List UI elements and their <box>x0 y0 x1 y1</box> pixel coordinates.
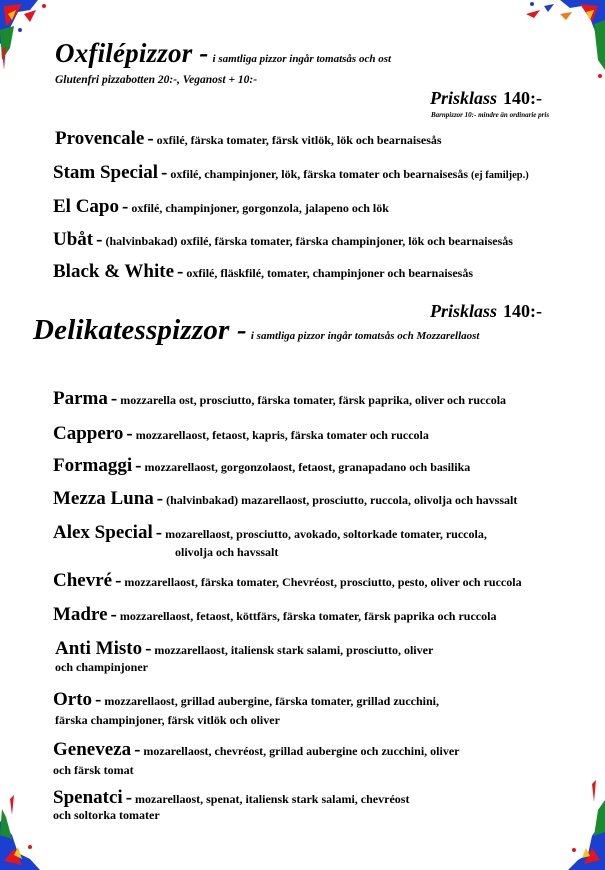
menu-item-name: Provencale <box>55 128 145 149</box>
menu-item-name: Geneveza <box>53 739 132 760</box>
section1-price-class <box>430 88 542 109</box>
menu-item: Cappero - mozzarellaost, fetaost, kapris, färska tomater och ruccola <box>53 423 429 444</box>
menu-item-name: Anti Misto <box>55 638 143 659</box>
menu-item-name: Black & White <box>53 261 175 282</box>
menu-item: Orto - mozzarellaost, grillad aubergine, färska tomater, grillad zucchini, <box>53 689 440 710</box>
menu-item: Anti Misto - mozzarellaost, italiensk stark salami, prosciutto, oliver <box>55 638 434 659</box>
menu-item-desc: oxfilé, fläskfilé, tomater, champinjoner och bearnaisesås <box>186 266 474 280</box>
menu-item: Black & White - oxfilé, fläskfilé, tomater, champinjoner och bearnaisesås <box>53 261 474 282</box>
paint-splash-bottom-left <box>0 795 50 870</box>
menu-item-desc: (halvinbakad) mazarellaost, prosciutto, ruccola, olivolja och havssalt <box>166 493 518 507</box>
menu-item: Geneveza - mozarellaost, chevréost, grillad aubergine och zucchini, oliver <box>53 739 460 760</box>
price-label: Prisklass <box>430 88 498 108</box>
menu-item: Mezza Luna - (halvinbakad) mazarellaost, prosciutto, ruccola, olivolja och havssalt <box>53 488 518 509</box>
menu-item-desc: oxfilé, champinjoner, lök, färska tomater och bearnaisesås <box>170 167 469 181</box>
menu-item-desc-cont: och champinjoner <box>55 660 148 674</box>
section1-subtitle: i samtliga pizzor ingår tomatsås och ost <box>212 53 392 65</box>
menu-item-desc: mozzarellaost, gorgonzolaost, fetaost, granapadano och basilika <box>144 460 471 474</box>
menu-item-name: Spenatci <box>53 787 123 808</box>
menu-item: Alex Special - mozarellaost, prosciutto, avokado, soltorkade tomater, ruccola, <box>53 522 487 543</box>
menu-item-name: Mezza Luna <box>53 488 154 509</box>
paint-splash-bottom-right <box>560 780 605 870</box>
price-label: Prisklass <box>430 301 498 321</box>
menu-item: Madre - mozzarellaost, fetaost, köttfärs, färska tomater, färsk paprika och ruccola <box>53 604 497 625</box>
menu-item-name: Cappero <box>53 423 124 444</box>
menu-item: Spenatci - mozarellaost, spenat, italiensk stark salami, chevréost <box>53 787 410 808</box>
menu-item-desc: oxfilé, färska tomater, färsk vitlök, lök och bearnaisesås <box>156 133 442 147</box>
menu-item-extra: (ej familjep.) <box>471 170 529 181</box>
menu-item-desc: mozzarellaost, fetaost, köttfärs, färska tomater, färsk paprika och ruccola <box>119 609 497 623</box>
price-value: 140:- <box>503 88 543 108</box>
menu-item-desc: mozzarella ost, prosciutto, färska tomater, färsk paprika, oliver och ruccola <box>120 393 507 407</box>
menu-item-desc-cont: olivolja och havssalt <box>175 545 279 559</box>
menu-item-desc: mozarellaost, prosciutto, avokado, soltorkade tomater, ruccola, <box>165 527 487 541</box>
menu-item: Parma - mozzarella ost, prosciutto, färska tomater, färsk paprika, oliver och ruccola <box>53 388 507 409</box>
menu-item-name: Parma <box>53 388 108 409</box>
menu-item: El Capo - oxfilé, champinjoner, gorgonzola, jalapeno och lök <box>53 196 389 217</box>
menu-item-desc-cont: färska champinjoner, färsk vitlök och oliver <box>55 713 280 727</box>
menu-item-name: Chevré <box>53 570 113 591</box>
section1-title: Oxfilépizzor - <box>55 38 209 68</box>
menu-item: Ubåt - (halvinbakad) oxfilé, färska tomater, färska champinjoner, lök och bearnaisesås <box>53 229 513 250</box>
menu-item: Provencale - oxfilé, färska tomater, färsk vitlök, lök och bearnaisesås <box>55 128 442 149</box>
section2-subtitle: i samtliga pizzor ingår tomatsås och Mozzarellaost <box>250 330 480 342</box>
menu-item-desc: mozarellaost, spenat, italiensk stark salami, chevréost <box>135 792 410 806</box>
menu-item-desc: oxfilé, champinjoner, gorgonzola, jalapeno och lök <box>131 201 389 215</box>
menu-item-name: Formaggi <box>53 455 133 476</box>
menu-item-name: Stam Special <box>53 162 159 183</box>
menu-item-name: Madre <box>53 604 108 625</box>
menu-item-desc-cont: och färsk tomat <box>53 763 134 777</box>
menu-item-desc: (halvinbakad) oxfilé, färska tomater, färska champinjoner, lök och bearnaisesås <box>105 234 513 248</box>
menu-item-name: Ubåt <box>53 229 94 250</box>
price-value: 140:- <box>503 301 543 321</box>
menu-item-desc-cont: och soltorka tomater <box>53 808 160 822</box>
child-pizza-note: Barnpizzor 10:- mindre än ordinarie pris <box>431 111 550 119</box>
menu-item-name: El Capo <box>53 196 119 217</box>
menu-item-desc: mozzarellaost, färska tomater, Chevréost, prosciutto, pesto, oliver och ruccola <box>124 575 522 589</box>
menu-item: Chevré - mozzarellaost, färska tomater, Chevréost, prosciutto, pesto, oliver och ruccola <box>53 570 522 591</box>
menu-item-desc: mozzarellaost, grillad aubergine, färska tomater, grillad zucchini, <box>104 694 440 708</box>
paint-splash-top-right <box>520 0 605 85</box>
menu-item-desc: mozzarellaost, fetaost, kapris, färska tomater och ruccola <box>135 428 429 442</box>
section1-header <box>55 38 391 69</box>
menu-item-desc: mozarellaost, chevréost, grillad aubergine och zucchini, oliver <box>143 744 460 758</box>
menu-item: Stam Special - oxfilé, champinjoner, lök, färska tomater och bearnaisesås (ej familjep.) <box>53 162 529 183</box>
section2-header <box>33 314 479 347</box>
menu-item-name: Orto <box>53 689 93 710</box>
menu-item-desc: mozzarellaost, italiensk stark salami, prosciutto, oliver <box>154 643 434 657</box>
section1-notes: Glutenfri pizzabotten 20:-, Veganost + 10:- <box>55 74 258 86</box>
menu-item: Formaggi - mozzarellaost, gorgonzolaost, fetaost, granapadano och basilika <box>53 455 471 476</box>
paint-splash-top-left <box>0 0 60 80</box>
section2-title: Delikatesspizzor - <box>33 314 247 346</box>
menu-item-name: Alex Special <box>53 522 153 543</box>
